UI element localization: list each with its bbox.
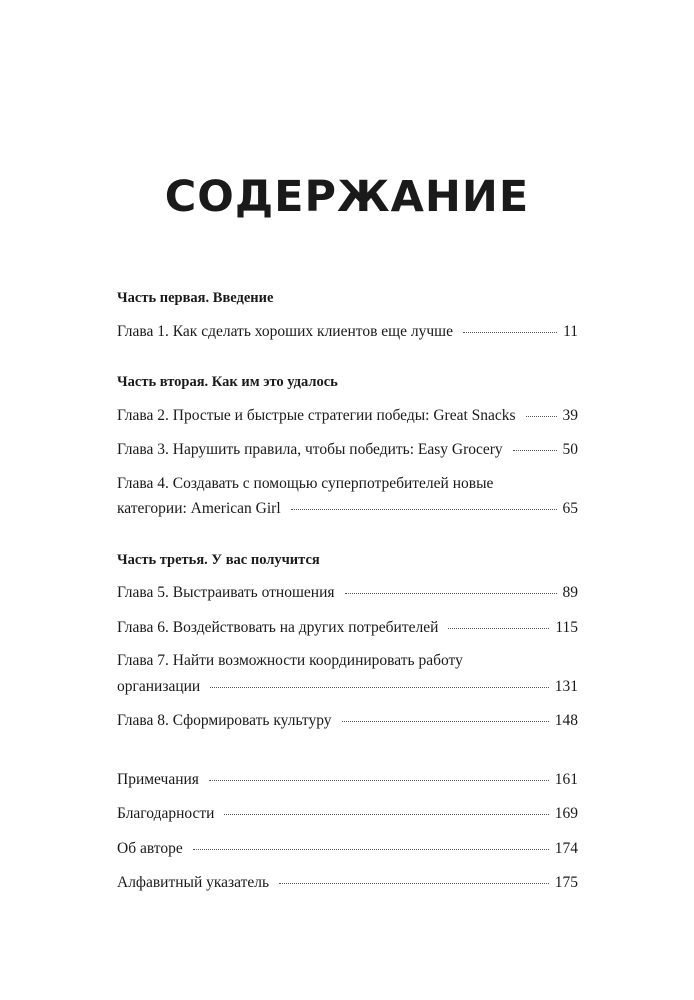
leader-dots bbox=[193, 849, 549, 850]
toc-entry-title: Глава 3. Нарушить правила, чтобы победить: Easy Grocery bbox=[117, 441, 503, 458]
leader-dots bbox=[448, 628, 549, 629]
toc-entry[interactable] bbox=[117, 500, 578, 518]
toc-entry[interactable] bbox=[117, 712, 578, 730]
leader-dots bbox=[342, 721, 549, 722]
part-heading: Часть третья. У вас получится bbox=[117, 552, 320, 568]
leader-dots bbox=[224, 814, 548, 815]
toc-entry-page: 65 bbox=[562, 500, 578, 517]
leader-dots bbox=[463, 332, 557, 333]
toc-entry-title: Глава 2. Простые и быстрые стратегии победы: Great Snacks bbox=[117, 407, 516, 424]
toc-entry[interactable] bbox=[117, 840, 578, 858]
toc-entry[interactable] bbox=[117, 678, 578, 696]
toc-entry-page: 161 bbox=[554, 771, 578, 788]
toc-entry[interactable] bbox=[117, 874, 578, 892]
leader-dots bbox=[345, 593, 557, 594]
toc-entry[interactable] bbox=[117, 441, 578, 459]
toc-entry-page: 39 bbox=[562, 407, 578, 424]
toc-entry-page: 169 bbox=[554, 805, 578, 822]
toc-entry-title: Глава 1. Как сделать хороших клиентов еще лучше bbox=[117, 323, 453, 340]
page-title: СОДЕРЖАНИЕ bbox=[164, 172, 530, 222]
toc-entry[interactable] bbox=[117, 805, 578, 823]
toc-entry-title: Об авторе bbox=[117, 840, 183, 857]
toc-entry-page: 174 bbox=[554, 840, 578, 857]
toc-entry-page: 50 bbox=[562, 441, 578, 458]
toc-entry-page: 175 bbox=[554, 874, 578, 891]
toc-entry-title: Алфавитный указатель bbox=[117, 874, 270, 891]
part-heading: Часть вторая. Как им это удалось bbox=[117, 374, 338, 390]
toc-entry[interactable] bbox=[117, 584, 578, 602]
leader-dots bbox=[209, 780, 549, 781]
leader-dots bbox=[513, 450, 557, 451]
toc-entry-page: 115 bbox=[555, 619, 578, 636]
part-heading: Часть первая. Введение bbox=[117, 290, 274, 306]
toc-entry-page: 11 bbox=[563, 323, 578, 340]
toc-entry-title: Глава 8. Сформировать культуру bbox=[117, 712, 332, 729]
toc-entry[interactable] bbox=[117, 619, 578, 637]
leader-dots bbox=[279, 883, 549, 884]
toc-entry[interactable] bbox=[117, 323, 578, 341]
toc-entry[interactable] bbox=[117, 771, 578, 789]
toc-entry-page: 148 bbox=[554, 712, 578, 729]
toc-entry-title: категории: American Girl bbox=[117, 500, 281, 517]
leader-dots bbox=[526, 416, 557, 417]
toc-entry-page: 89 bbox=[562, 584, 578, 601]
toc-entry-title-line1: Глава 7. Найти возможности координировать работу bbox=[117, 652, 463, 669]
toc-entry-title: организации bbox=[117, 678, 201, 695]
toc-entry-title: Глава 5. Выстраивать отношения bbox=[117, 584, 335, 601]
toc-entry-title: Примечания bbox=[117, 771, 199, 788]
toc-entry-title: Глава 6. Воздействовать на других потребителей bbox=[117, 619, 439, 636]
toc-entry[interactable] bbox=[117, 407, 578, 425]
toc-entry-title-line1: Глава 4. Создавать с помощью суперпотребителей новые bbox=[117, 475, 494, 492]
leader-dots bbox=[291, 509, 557, 510]
toc-entry-title: Благодарности bbox=[117, 805, 215, 822]
toc-entry-page: 131 bbox=[554, 678, 578, 695]
leader-dots bbox=[210, 687, 549, 688]
